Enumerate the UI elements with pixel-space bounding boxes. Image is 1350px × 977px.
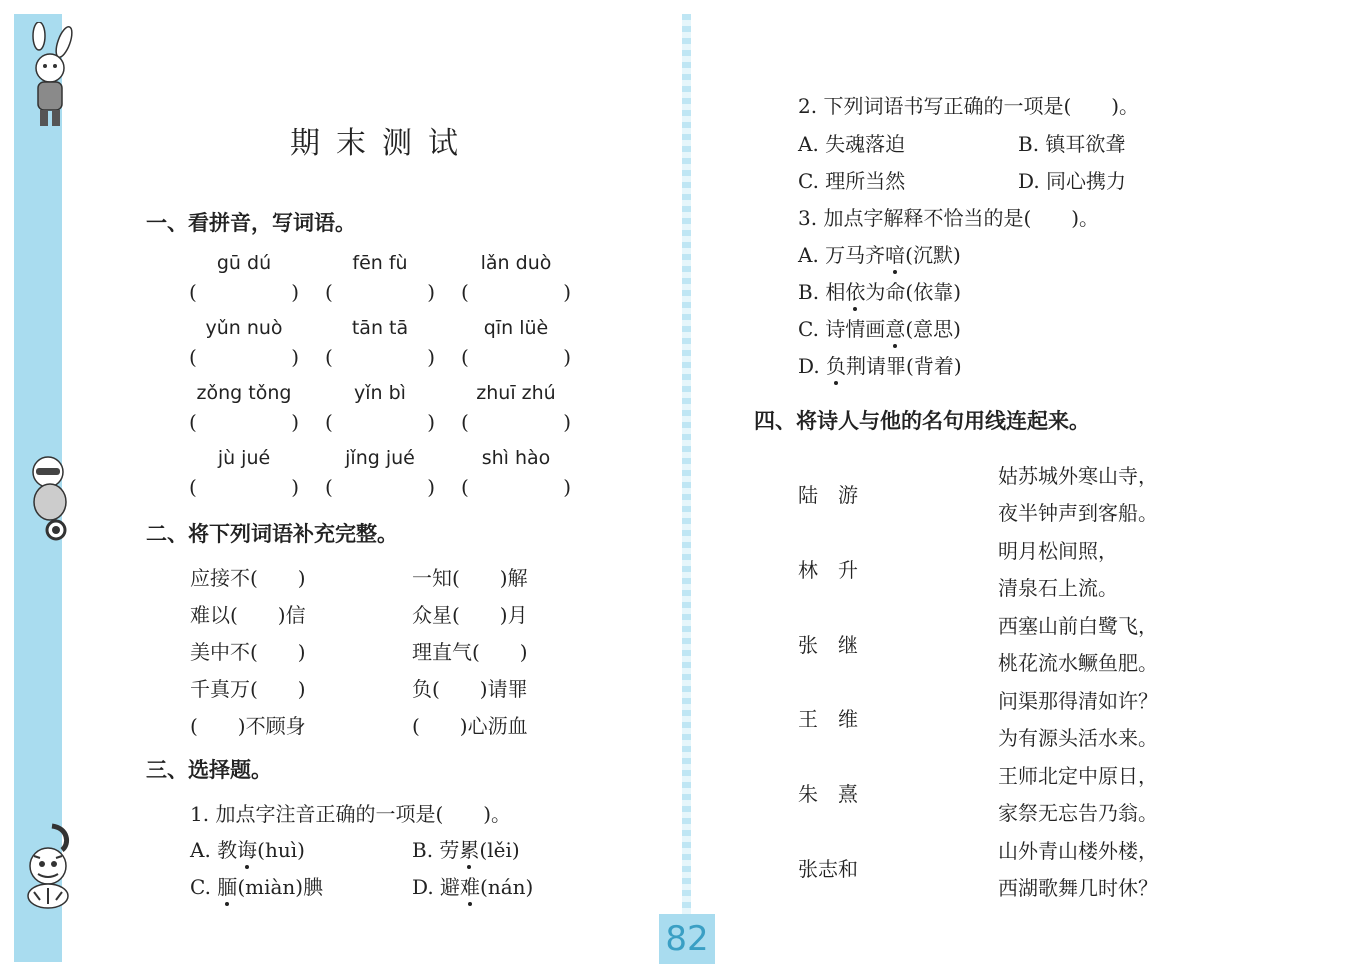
q3-option-c[interactable]: C. 诗情画意(意思) bbox=[798, 313, 961, 342]
poem-line[interactable]: 桃花流水鳜鱼肥。 bbox=[998, 651, 1158, 675]
q2-option-b[interactable]: B. 镇耳欲聋 bbox=[1018, 132, 1126, 156]
answer-blank[interactable]: ( ) bbox=[325, 280, 435, 304]
section-4-heading: 四、将诗人与他的名句用线连起来。 bbox=[754, 409, 1090, 433]
poem-line[interactable]: 夜半钟声到客船。 bbox=[998, 501, 1158, 525]
q1-option-c[interactable]: C. 腼(miàn)腆 bbox=[190, 871, 323, 900]
answer-blank[interactable]: ( ) bbox=[461, 475, 571, 499]
q2-option-c[interactable]: C. 理所当然 bbox=[798, 169, 906, 193]
section-3-heading: 三、选择题。 bbox=[146, 758, 272, 782]
answer-blank[interactable]: ( ) bbox=[461, 410, 571, 434]
poet-name[interactable]: 张 继 bbox=[798, 633, 858, 657]
page-title: 期末测试 bbox=[290, 126, 474, 161]
answer-blank[interactable]: ( ) bbox=[189, 410, 299, 434]
page-number: 82 bbox=[659, 914, 715, 964]
poet-name[interactable]: 陆 游 bbox=[798, 483, 858, 507]
q3-option-a[interactable]: A. 万马齐喑(沉默) bbox=[798, 239, 961, 268]
page-fold bbox=[682, 14, 691, 919]
pinyin-item: jù jué bbox=[217, 447, 271, 469]
q2-option-a[interactable]: A. 失魂落迫 bbox=[798, 132, 906, 156]
q2-option-d[interactable]: D. 同心携力 bbox=[1018, 169, 1127, 193]
answer-blank[interactable]: ( ) bbox=[325, 475, 435, 499]
idiom-item[interactable]: 负( )请罪 bbox=[412, 677, 528, 701]
poem-line[interactable]: 明月松间照， bbox=[998, 539, 1118, 563]
pinyin-item: yǔn nuò bbox=[205, 317, 283, 339]
poem-line[interactable]: 姑苏城外寒山寺， bbox=[998, 464, 1158, 488]
poem-line[interactable]: 西塞山前白鹭飞， bbox=[998, 614, 1158, 638]
pinyin-item: zǒng tǒng bbox=[196, 382, 292, 404]
poem-line[interactable]: 山外青山楼外楼， bbox=[998, 839, 1158, 863]
idiom-item[interactable]: ( )不顾身 bbox=[190, 714, 306, 738]
idiom-item[interactable]: 众星( )月 bbox=[412, 603, 528, 627]
answer-blank[interactable]: ( ) bbox=[325, 410, 435, 434]
pinyin-item: zhuī zhú bbox=[476, 382, 556, 404]
section-2-heading: 二、将下列词语补充完整。 bbox=[146, 522, 398, 546]
answer-blank[interactable]: ( ) bbox=[189, 280, 299, 304]
idiom-item[interactable]: 难以( )信 bbox=[190, 603, 306, 627]
q3-option-b[interactable]: B. 相依为命(依靠) bbox=[798, 276, 961, 305]
q1-option-a[interactable]: A. 教诲(huì) bbox=[190, 834, 305, 863]
section-1-heading: 一、看拼音，写词语。 bbox=[146, 211, 356, 235]
pinyin-item: qīn lüè bbox=[483, 317, 549, 339]
question-1-stem: 1. 加点字注音正确的一项是( )。 bbox=[190, 802, 512, 826]
pinyin-item: tān tā bbox=[351, 317, 409, 339]
pinyin-item: jǐng jué bbox=[345, 447, 415, 469]
pinyin-item: lǎn duò bbox=[480, 252, 552, 274]
question-2-stem: 2. 下列词语书写正确的一项是( )。 bbox=[798, 94, 1140, 118]
tiger-icon bbox=[12, 820, 84, 912]
q1-option-b[interactable]: B. 劳累(lěi) bbox=[412, 834, 520, 863]
poet-name[interactable]: 王 维 bbox=[798, 707, 858, 731]
poet-name[interactable]: 朱 熹 bbox=[798, 782, 858, 806]
poet-name[interactable]: 林 升 bbox=[798, 558, 858, 582]
poet-name[interactable]: 张志和 bbox=[798, 857, 858, 881]
answer-blank[interactable]: ( ) bbox=[189, 475, 299, 499]
poem-line[interactable]: 王师北定中原日， bbox=[998, 764, 1158, 788]
q3-option-d[interactable]: D. 负荆请罪(背着) bbox=[798, 350, 962, 379]
poem-line[interactable]: 家祭无忘告乃翁。 bbox=[998, 801, 1158, 825]
poem-line[interactable]: 为有源头活水来。 bbox=[998, 726, 1158, 750]
answer-blank[interactable]: ( ) bbox=[325, 345, 435, 369]
idiom-item[interactable]: 理直气( ) bbox=[412, 640, 528, 664]
pinyin-item: shì hào bbox=[481, 447, 551, 469]
poem-line[interactable]: 问渠那得清如许？ bbox=[998, 689, 1158, 713]
idiom-item[interactable]: 应接不( ) bbox=[190, 566, 306, 590]
raccoon-icon bbox=[14, 450, 84, 542]
idiom-item[interactable]: 千真万( ) bbox=[190, 677, 306, 701]
pinyin-item: fēn fù bbox=[352, 252, 408, 274]
idiom-item[interactable]: 美中不( ) bbox=[190, 640, 306, 664]
pinyin-item: gū dú bbox=[216, 252, 272, 274]
poem-line[interactable]: 西湖歌舞几时休？ bbox=[998, 876, 1158, 900]
answer-blank[interactable]: ( ) bbox=[189, 345, 299, 369]
pinyin-item: yǐn bì bbox=[354, 382, 406, 404]
idiom-item[interactable]: 一知( )解 bbox=[412, 566, 528, 590]
poem-line[interactable]: 清泉石上流。 bbox=[998, 576, 1118, 600]
rabbit-icon bbox=[14, 22, 84, 134]
answer-blank[interactable]: ( ) bbox=[461, 280, 571, 304]
answer-blank[interactable]: ( ) bbox=[461, 345, 571, 369]
question-3-stem: 3. 加点字解释不恰当的是( )。 bbox=[798, 206, 1100, 230]
idiom-item[interactable]: ( )心沥血 bbox=[412, 714, 528, 738]
q1-option-d[interactable]: D. 避难(nán) bbox=[412, 871, 533, 900]
